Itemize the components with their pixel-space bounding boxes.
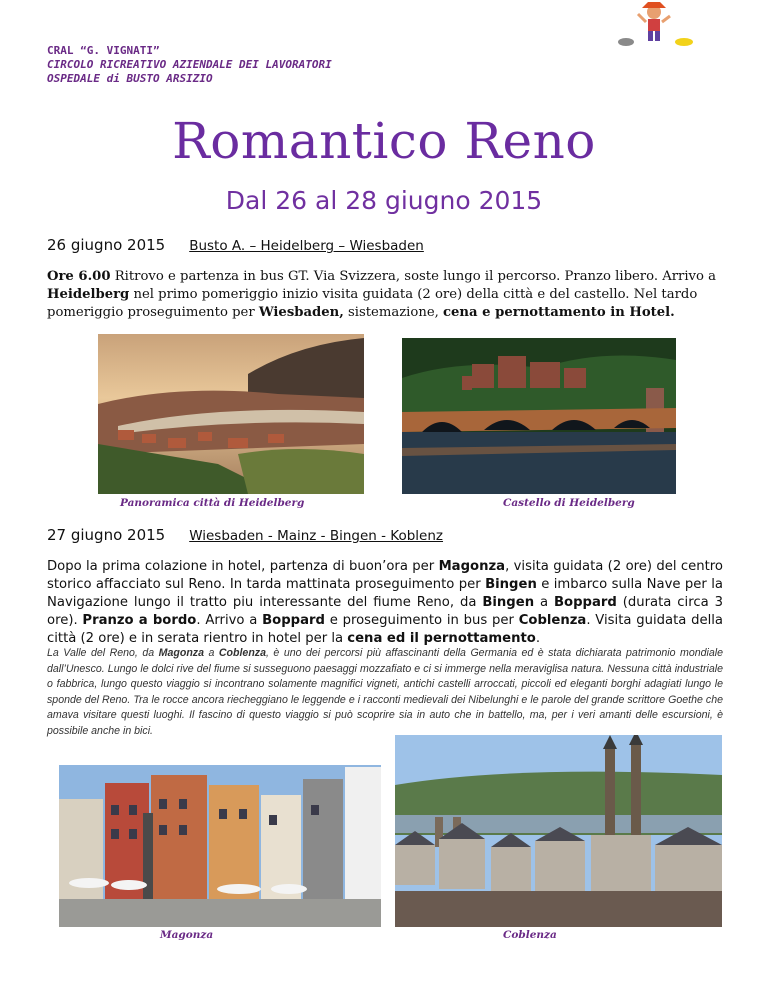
day2-date: 27 giugno 2015 <box>47 526 166 544</box>
day1-text-bold: Wiesbaden, <box>258 305 344 320</box>
photo-heidelberg-castle <box>402 338 676 494</box>
day2-text-bold: Boppard <box>262 613 325 628</box>
caption-photo-heidelberg-panorama: Panoramica città di Heidelberg <box>120 497 305 509</box>
day2-text: . <box>535 631 541 646</box>
desc-text: a <box>203 647 219 659</box>
day2-text: a <box>534 595 554 610</box>
day2-text: Dopo la prima colazione in hotel, partenza di buon’ora per <box>47 559 439 574</box>
day2-text-bold: Bingen <box>482 595 535 610</box>
day1-paragraph <box>47 268 723 322</box>
day1-text-bold: cena e pernottamento in Hotel. <box>443 305 675 320</box>
day2-route: Wiesbaden - Mainz - Bingen - Koblenz <box>189 528 444 544</box>
day1-text-bold: Ore 6.00 <box>47 269 111 284</box>
day2-text: . Visita guidata della città (2 ore) e in serata rientro in hotel per la <box>47 613 723 646</box>
day2-text: . Arrivo a <box>196 613 263 628</box>
org-full-name: CIRCOLO RICREATIVO AZIENDALE DEI LAVORATORI <box>47 58 332 71</box>
day2-heading <box>47 526 443 544</box>
day1-text-bold: Heidelberg <box>47 287 130 302</box>
photo-magonza <box>59 765 381 927</box>
day2-text-bold: Coblenza <box>518 613 587 628</box>
day2-text-bold: cena ed il pernottamento <box>347 631 536 646</box>
day1-text: nel primo pomeriggio inizio visita guidata (2 ore) della città e del castello. Nel tardo pomeriggio proseguimento per <box>47 287 698 320</box>
page-subtitle: Dal 26 al 28 giugno 2015 <box>225 186 543 215</box>
day2-paragraph <box>47 558 723 648</box>
desc-text: , è uno dei percorsi più affascinanti della Germania ed è stata dichiarata patrimonio mondiale dall’Unesco. Lungo le dolci rive del fiume si susseguono paesaggi mozzafiato e ci si immerge nella meraviglisa natura. Nessuna città industriale o fabbrica, lungo questo viaggio si incontrano solamente magnifici vigneti, antichi castelli arroccati, piccoli ed eleganti borghi adagiati lungo le sponde del Reno. Tra le rocce ancora riecheggiano le leggende e i racconti medievali dei Nibelunghi e le parole del grande scrittore Goethe che amava visitare questi luoghi. Il fascino di questo viaggio si può scoprire sia in auto che in battello, ma, per i veri amanti delle escursioni, è possibile anche in bici. <box>47 647 723 737</box>
caption-photo-magonza: Magonza <box>160 929 214 941</box>
org-name: CRAL “G. VIGNATI” <box>47 44 160 57</box>
photo-heidelberg-panorama <box>98 334 364 494</box>
organization-header <box>47 44 332 86</box>
day2-text-bold: Magonza <box>438 559 506 574</box>
day1-heading <box>47 236 424 254</box>
desc-text-bold: Magonza <box>158 647 204 659</box>
desc-text-bold: Coblenza <box>218 647 266 659</box>
caption-photo-coblenza: Coblenza <box>503 929 557 941</box>
photo-coblenza <box>395 735 722 927</box>
day2-text: , visita guidata (2 ore) del centro storico affacciato sul Reno. In tarda mattinata proseguimento per <box>47 559 724 592</box>
day2-text-bold: Pranzo a bordo <box>82 613 197 628</box>
day1-text: Ritrovo e partenza in bus GT. Via Svizzera, soste lungo il percorso. Pranzo libero. Arrivo a <box>110 269 716 284</box>
mascot-illustration <box>612 0 702 52</box>
page-title: Romantico Reno <box>172 112 596 170</box>
day2-text-bold: Bingen <box>485 577 537 592</box>
day1-route: Busto A. – Heidelberg – Wiesbaden <box>189 238 424 254</box>
desc-text: La Valle del Reno, da <box>47 647 159 659</box>
day2-text: e proseguimento in bus per <box>324 613 519 628</box>
caption-photo-heidelberg-castle: Castello di Heidelberg <box>503 497 635 509</box>
day2-text: e imbarco sulla Nave per la Navigazione lungo il tratto piu interessante del fiume Reno, da <box>47 577 723 610</box>
day2-text: (durata circa 3 ore). <box>47 595 723 628</box>
day1-text: sistemazione, <box>343 305 444 320</box>
rhine-valley-description <box>47 646 723 739</box>
org-hospital: OSPEDALE di BUSTO ARSIZIO <box>47 72 213 85</box>
day2-text-bold: Boppard <box>554 595 617 610</box>
day1-date: 26 giugno 2015 <box>47 236 166 254</box>
